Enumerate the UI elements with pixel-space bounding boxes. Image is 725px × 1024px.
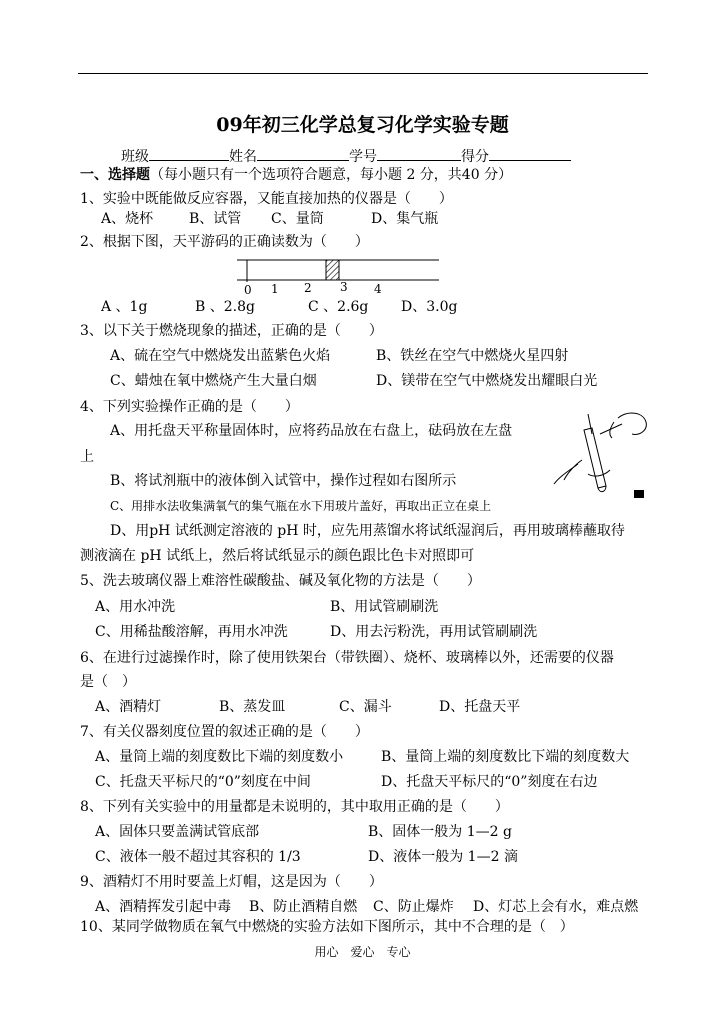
question-6-stem-cont: 是（ ） [80,674,136,690]
ruler-tick: 2 [304,281,312,295]
page-footer: 用心 爱心 专心 [314,945,411,959]
q2-option-b: B 、2.8g [195,299,255,315]
q9-option-a: A、酒精挥发引起中毒 [95,899,232,915]
student-info-line [121,147,571,164]
class-blank[interactable] [149,147,229,161]
q4-option-d: D、用pH 试纸测定溶液的 pH 时，应先用蒸馏水将试纸湿润后，再用玻璃棒蘸取待 [110,523,625,539]
question-5-stem: 5、洗去玻璃仪器上难溶性碳酸盐、碱及氧化物的方法是（ ） [80,573,481,589]
q4-option-a-cont: 上 [80,449,94,465]
question-1-stem: 1、实验中既能做反应容器，又能直接加热的仪器是（ ） [80,191,453,207]
q4-option-d-cont: 测液滴在 pH 试纸上，然后将试纸显示的颜色跟比色卡对照即可 [80,548,475,564]
id-label: 学号 [349,149,377,165]
question-3-stem: 3、以下关于燃烧现象的描述，正确的是（ ） [80,323,383,339]
q7-option-a: A、量筒上端的刻度数比下端的刻度数小 [95,749,344,765]
q2-option-d: D、3.0g [401,299,458,315]
q1-option-a: A、烧杯 [101,211,154,227]
section-heading: 一、选择题（每小题只有一个选项符合题意，每小题 2 分，共40 分） [80,167,513,183]
rider-block [326,260,339,280]
ruler-tick: 0 [244,283,252,297]
q1-option-b: B、试管 [189,211,242,227]
q4-option-b: B、将试剂瓶中的液体倒入试管中，操作过程如右图所示 [110,473,457,489]
q8-option-a: A、固体只要盖满试管底部 [95,824,260,840]
q6-option-c: C、漏斗 [339,699,392,715]
id-blank[interactable] [377,147,461,161]
q4-option-c: C、用排水法收集满氧气的集气瓶在水下用玻片盖好，再取出正立在桌上 [110,499,492,513]
q5-option-b: B、用试管刷刷洗 [330,599,439,615]
question-7-stem: 7、有关仪器刻度位置的叙述正确的是（ ） [80,724,369,740]
q6-option-d: D、托盘天平 [439,699,521,715]
score-label: 得分 [461,149,489,165]
name-label: 姓名 [229,149,257,165]
class-label: 班级 [121,149,149,165]
ruler-tick: 1 [271,282,279,296]
question-10-stem: 10、某同学做物质在氧气中燃烧的实验方法如下图所示，其中不合理的是（ ） [80,919,574,935]
balance-rider-diagram [235,256,445,298]
q7-option-b: B、量筒上端的刻度数比下端的刻度数大 [381,749,630,765]
q3-option-a: A、硫在空气中燃烧发出蓝紫色火焰 [110,348,331,364]
q8-option-c: C、液体一般不超过其容积的 1/3 [95,849,301,865]
q3-option-c: C、蜡烛在氧中燃烧产生大量白烟 [110,373,317,389]
question-9-stem: 9、酒精灯不用时要盖上灯帽，这是因为（ ） [80,874,383,890]
q3-option-b: B、铁丝在空气中燃烧火星四射 [376,348,569,364]
ruler-tick: 3 [340,280,348,294]
q9-option-b: B、防止酒精自燃 [249,899,358,915]
q5-option-a: A、用水冲洗 [95,599,176,615]
q2-option-a: A 、1g [101,299,148,315]
bottle-cap-icon [634,490,644,498]
q9-option-d: D、灯芯上会有水，难点燃 [473,899,639,915]
q6-option-b: B、蒸发皿 [219,699,286,715]
question-6-stem: 6、在进行过滤操作时，除了使用铁架台（带铁圈）、烧杯、玻璃棒以外，还需要的仪器 [80,650,614,666]
q6-option-a: A、酒精灯 [95,699,162,715]
question-8-stem: 8、下列有关实验中的用量都是未说明的，其中取用正确的是（ ） [80,799,509,815]
q8-option-d: D、液体一般为 1—2 滴 [368,849,518,865]
q7-option-c: C、托盘天平标尺的“0”刻度在中间 [95,774,311,790]
question-2-stem: 2、根据下图，天平游码的正确读数为（ ） [80,234,369,250]
q5-option-d: D、用去污粉洗，再用试管刷刷洗 [330,624,538,640]
q4-option-a: A、用托盘天平称量固体时，应将药品放在右盘上，砝码放在左盘 [110,423,513,439]
q7-option-d: D、托盘天平标尺的“0”刻度在右边 [381,774,598,790]
q1-option-d: D、集气瓶 [371,211,439,227]
q8-option-b: B、固体一般为 1—2 g [368,824,512,840]
score-blank[interactable] [489,147,571,161]
q3-option-d: D、镁带在空气中燃烧发出耀眼白光 [376,373,598,389]
name-blank[interactable] [257,147,349,161]
page-title: 09年初三化学总复习化学实验专题 [216,114,509,136]
ruler-tick: 4 [374,282,382,296]
q2-option-c: C 、2.6g [308,299,369,315]
question-4-stem: 4、下列实验操作正确的是（ ） [80,399,299,415]
pouring-liquid-illustration [548,404,658,504]
q1-option-c: C、量筒 [271,211,324,227]
q5-option-c: C、用稀盐酸溶解，再用水冲洗 [95,624,288,640]
q9-option-c: C、防止爆炸 [373,899,454,915]
header-rule [78,73,648,74]
